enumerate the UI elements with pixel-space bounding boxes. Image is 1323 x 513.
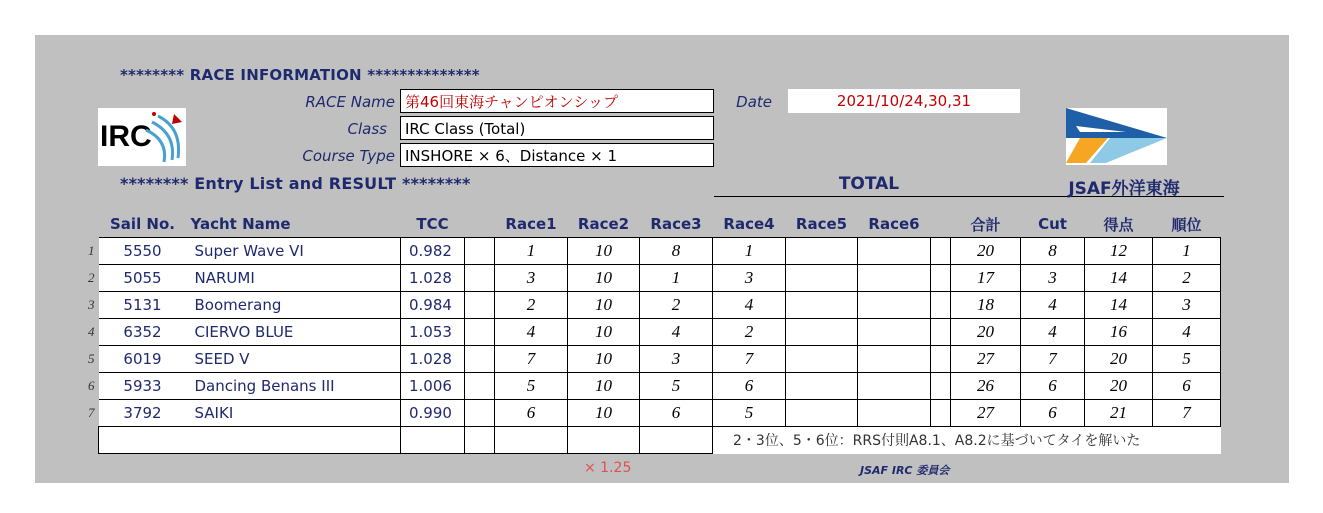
race4-cell: 3 — [713, 265, 786, 292]
rank-cell: 2 — [1153, 265, 1221, 292]
row-number: 2 — [88, 270, 95, 285]
rank-cell: 1 — [1153, 238, 1221, 265]
col-race4: Race4 — [713, 211, 786, 238]
race3-cell: 5 — [640, 373, 713, 400]
row-number: 6 — [88, 378, 95, 393]
race4-cell: 4 — [713, 292, 786, 319]
race3-cell: 4 — [640, 319, 713, 346]
race3-cell: 8 — [640, 238, 713, 265]
race1-cell: 1 — [495, 238, 568, 265]
col-sail-no: Sail No. — [99, 211, 187, 238]
race4-cell: 7 — [713, 346, 786, 373]
race2-cell: 10 — [568, 346, 640, 373]
race-information-heading: ******** RACE INFORMATION ************** — [120, 66, 480, 84]
cut-cell: 6 — [1021, 373, 1085, 400]
score-cell: 20 — [1085, 346, 1153, 373]
spacer-cell — [465, 400, 495, 427]
race4-cell: 6 — [713, 373, 786, 400]
date-value: 2021/10/24,30,31 — [788, 89, 1020, 113]
total-cell: 27 — [951, 346, 1021, 373]
yacht-name-cell: NARUMI — [187, 265, 401, 292]
race-name-value: 第46回東海チャンピオンシップ — [400, 89, 714, 113]
race5-cell — [786, 292, 858, 319]
cut-cell: 4 — [1021, 292, 1085, 319]
tcc-cell: 1.028 — [401, 346, 465, 373]
race4-cell: 2 — [713, 319, 786, 346]
cut-cell: 7 — [1021, 346, 1085, 373]
spacer-blank — [465, 427, 495, 454]
tcc-cell: 0.982 — [401, 238, 465, 265]
sail-blank — [99, 427, 401, 454]
col-race3: Race3 — [640, 211, 713, 238]
tcc-cell: 1.006 — [401, 373, 465, 400]
table-row — [99, 346, 1221, 373]
cut-cell: 8 — [1021, 238, 1085, 265]
race1-cell: 3 — [495, 265, 568, 292]
yacht-name-cell: Boomerang — [187, 292, 401, 319]
spacer-cell — [931, 238, 951, 265]
yacht-name-cell: SAIKI — [187, 400, 401, 427]
total-cell: 18 — [951, 292, 1021, 319]
race3-blank — [640, 427, 713, 454]
tcc-cell: 0.984 — [401, 292, 465, 319]
col-yacht-name: Yacht Name — [187, 211, 401, 238]
cut-cell: 6 — [1021, 400, 1085, 427]
organization-label: JSAF外洋東海 — [1024, 174, 1224, 197]
note-row — [99, 427, 1221, 454]
row-number: 7 — [88, 405, 95, 420]
date-label: Date — [736, 93, 772, 111]
table-row — [99, 265, 1221, 292]
spacer-cell — [931, 346, 951, 373]
total-cell: 17 — [951, 265, 1021, 292]
race5-cell — [786, 373, 858, 400]
race5-cell — [786, 238, 858, 265]
tcc-blank — [401, 427, 465, 454]
row-number: 3 — [88, 297, 95, 312]
race1-cell: 4 — [495, 319, 568, 346]
table-row — [99, 238, 1221, 265]
yacht-name-cell: Dancing Benans III — [187, 373, 401, 400]
race3-cell: 3 — [640, 346, 713, 373]
total-cell: 20 — [951, 319, 1021, 346]
race5-cell — [786, 265, 858, 292]
col-cut: Cut — [1021, 211, 1085, 238]
col-total: 合計 — [951, 211, 1021, 238]
rank-cell: 3 — [1153, 292, 1221, 319]
col-race6: Race6 — [858, 211, 931, 238]
race6-cell — [858, 319, 931, 346]
race2-cell: 10 — [568, 319, 640, 346]
col-spacer — [465, 211, 495, 238]
row-number: 4 — [88, 324, 95, 339]
race3-cell: 2 — [640, 292, 713, 319]
race-name-label: RACE Name — [305, 93, 395, 111]
race2-cell: 10 — [568, 238, 640, 265]
race2-cell: 10 — [568, 400, 640, 427]
entry-result-heading: ******** Entry List and RESULT ******** — [120, 174, 471, 193]
row-number: 5 — [88, 351, 95, 366]
col-score: 得点 — [1085, 211, 1153, 238]
yacht-name-cell: SEED V — [187, 346, 401, 373]
course-type-value: INSHORE × 6、Distance × 1 — [400, 143, 714, 167]
tcc-cell: 1.053 — [401, 319, 465, 346]
race2-cell: 10 — [568, 292, 640, 319]
race6-cell — [858, 292, 931, 319]
spacer-cell — [465, 238, 495, 265]
total-cell: 27 — [951, 400, 1021, 427]
sail-number-cell: 3792 — [99, 400, 187, 427]
race2-cell: 10 — [568, 265, 640, 292]
race6-cell — [858, 265, 931, 292]
col-rank: 順位 — [1153, 211, 1221, 238]
results-table — [98, 211, 1221, 454]
sail-number-cell: 5933 — [99, 373, 187, 400]
table-row — [99, 319, 1221, 346]
race1-blank — [495, 427, 568, 454]
race2-blank — [568, 427, 640, 454]
row-number: 1 — [88, 243, 95, 258]
score-cell: 16 — [1085, 319, 1153, 346]
spacer-cell — [465, 265, 495, 292]
race6-cell — [858, 373, 931, 400]
col-spacer2 — [931, 211, 951, 238]
race5-cell — [786, 400, 858, 427]
score-cell: 14 — [1085, 292, 1153, 319]
class-label: Class — [347, 120, 387, 138]
rank-cell: 7 — [1153, 400, 1221, 427]
multiplier-note: × 1.25 — [584, 460, 632, 476]
tcc-cell: 1.028 — [401, 265, 465, 292]
race5-cell — [786, 346, 858, 373]
spacer-cell — [931, 319, 951, 346]
score-cell: 12 — [1085, 238, 1153, 265]
race2-cell: 10 — [568, 373, 640, 400]
committee-label: JSAF IRC 委員会 — [860, 464, 950, 477]
score-cell: 21 — [1085, 400, 1153, 427]
race4-cell: 1 — [713, 238, 786, 265]
class-value: IRC Class (Total) — [400, 116, 714, 140]
sail-number-cell: 6019 — [99, 346, 187, 373]
race5-cell — [786, 319, 858, 346]
race6-cell — [858, 238, 931, 265]
spacer-cell — [931, 373, 951, 400]
total-cell: 20 — [951, 238, 1021, 265]
sail-number-cell: 5131 — [99, 292, 187, 319]
race3-cell: 6 — [640, 400, 713, 427]
yacht-name-cell: Super Wave VI — [187, 238, 401, 265]
table-row — [99, 292, 1221, 319]
total-label: TOTAL — [714, 174, 1024, 197]
race6-cell — [858, 346, 931, 373]
col-race5: Race5 — [786, 211, 858, 238]
course-type-label: Course Type — [302, 147, 395, 165]
race3-cell: 1 — [640, 265, 713, 292]
race1-cell: 5 — [495, 373, 568, 400]
spacer-cell — [465, 346, 495, 373]
yacht-name-cell: CIERVO BLUE — [187, 319, 401, 346]
score-cell: 20 — [1085, 373, 1153, 400]
score-cell: 14 — [1085, 265, 1153, 292]
spacer-cell — [465, 319, 495, 346]
rank-cell: 4 — [1153, 319, 1221, 346]
total-cell: 26 — [951, 373, 1021, 400]
race4-cell: 5 — [713, 400, 786, 427]
race1-cell: 7 — [495, 346, 568, 373]
svg-text:IRC: IRC — [100, 120, 152, 153]
cut-cell: 3 — [1021, 265, 1085, 292]
col-race2: Race2 — [568, 211, 640, 238]
spacer-cell — [465, 292, 495, 319]
rank-cell: 6 — [1153, 373, 1221, 400]
jsaf-logo — [1066, 108, 1167, 165]
spacer-cell — [465, 373, 495, 400]
rank-cell: 5 — [1153, 346, 1221, 373]
col-tcc: TCC — [401, 211, 465, 238]
spacer-cell — [931, 400, 951, 427]
spacer-cell — [931, 265, 951, 292]
sail-number-cell: 5055 — [99, 265, 187, 292]
race1-cell: 2 — [495, 292, 568, 319]
cut-cell: 4 — [1021, 319, 1085, 346]
irc-logo — [98, 108, 186, 166]
race1-cell: 6 — [495, 400, 568, 427]
race6-cell — [858, 400, 931, 427]
tcc-cell: 0.990 — [401, 400, 465, 427]
sail-number-cell: 6352 — [99, 319, 187, 346]
sail-number-cell: 5550 — [99, 238, 187, 265]
table-row — [99, 400, 1221, 427]
col-race1: Race1 — [495, 211, 568, 238]
table-header-row — [99, 211, 1221, 238]
spacer-cell — [931, 292, 951, 319]
table-row — [99, 373, 1221, 400]
tie-break-note: 2・3位、5・6位：RRS付則A8.1、A8.2に基づいてタイを解いた — [713, 427, 1221, 454]
